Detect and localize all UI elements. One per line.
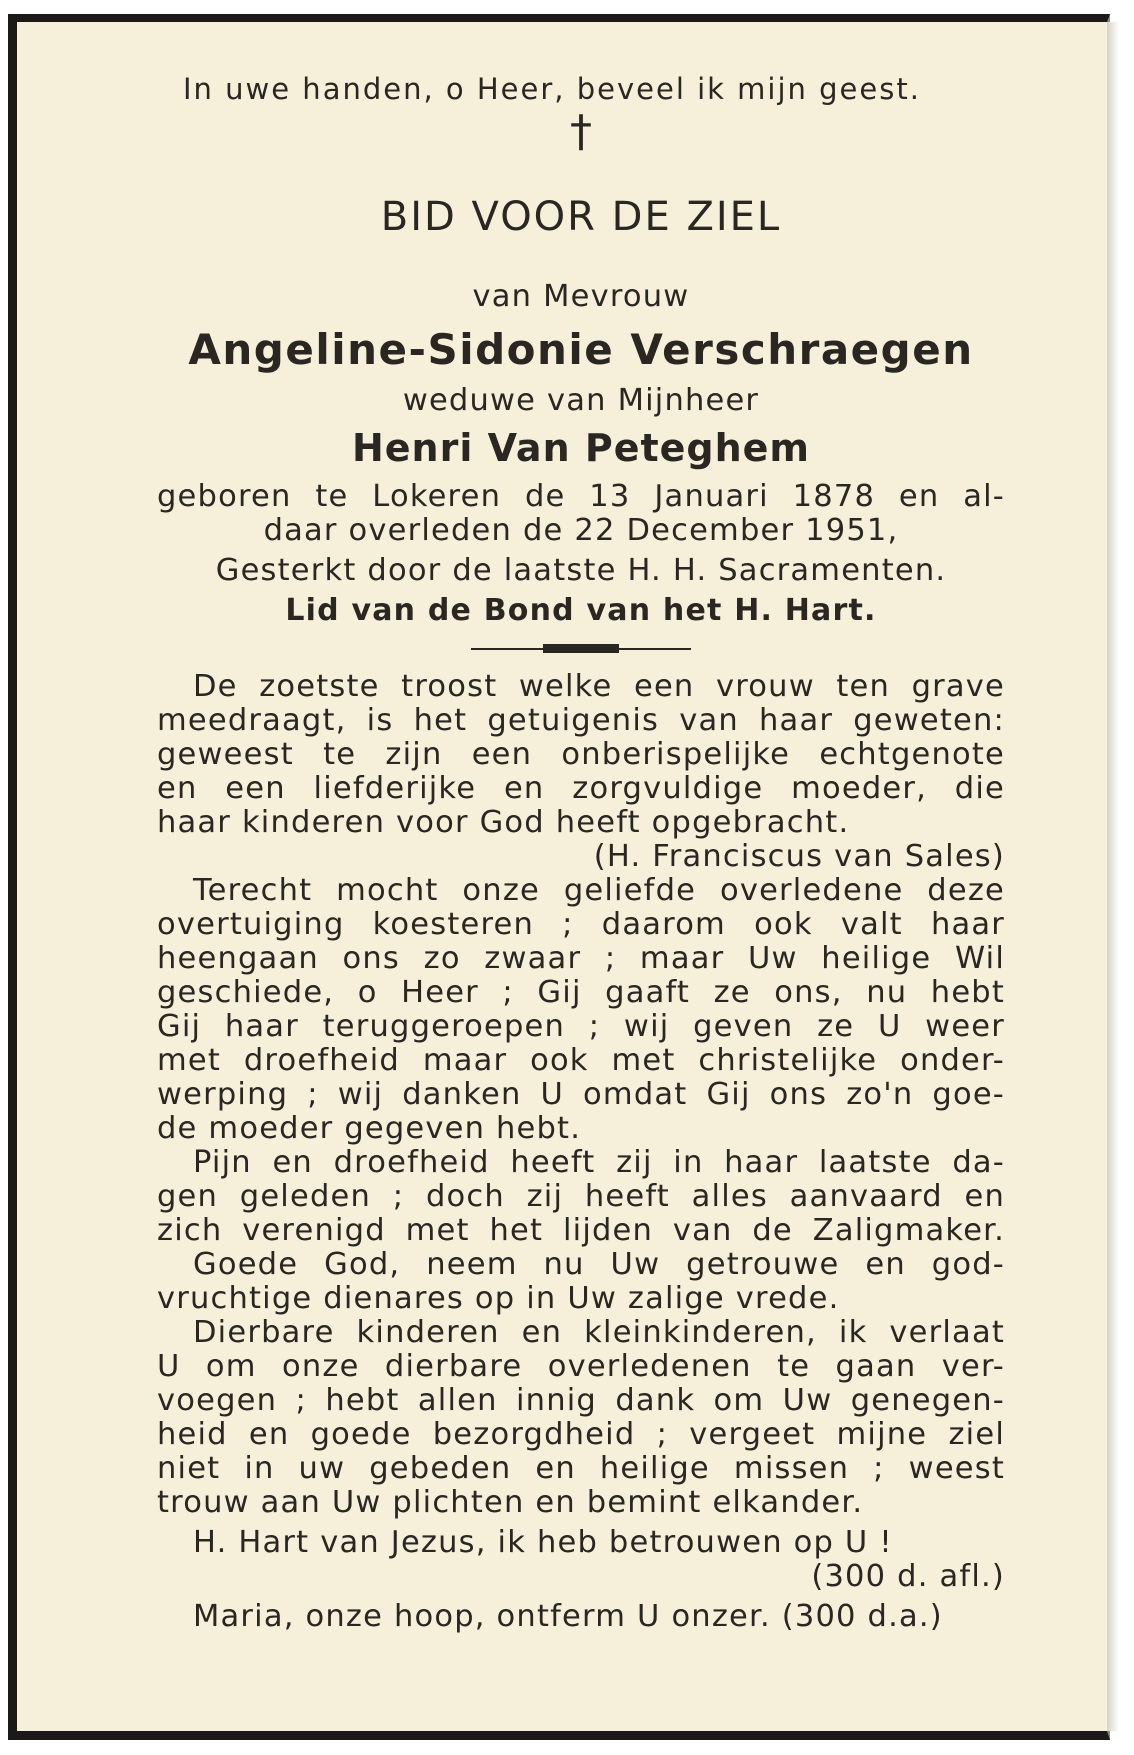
text-line: werping ; wij danken U omdat Gij ons zo'n goe- (157, 1077, 1005, 1112)
card-content (157, 72, 1005, 1634)
text-line: geschiede, o Heer ; Gij gaaft ze ons, nu hebt (157, 975, 1005, 1010)
prayer-indulgence: (300 d. afl.) (811, 1559, 1005, 1594)
text-line: en een liefderijke en zorgvuldige moeder, die (157, 771, 1005, 806)
husband-name: Henri Van Peteghem (351, 426, 811, 470)
text-line: heengaan ons zo zwaar ; maar Uw heilige Wil (157, 941, 1005, 976)
text-line: heid en goede bezorgdheid ; vergeet mijne ziel (157, 1417, 1005, 1452)
text-line: vruchtige dienares op in Uw zalige vrede. (157, 1281, 840, 1316)
membership: Lid van de Bond van het H. Hart. (285, 593, 877, 628)
paragraph-4 (157, 1316, 1005, 1520)
paragraph-2 (157, 1146, 1005, 1248)
text-line: trouw aan Uw plichten en bemint elkander. (157, 1485, 864, 1520)
sacraments: Gesterkt door de laatste H. H. Sacramenten. (215, 553, 947, 588)
text-line: met droefheid maar ook met christelijke onder- (157, 1043, 1005, 1078)
text-line: meedraagt, is het getuigenis van haar geweten: (157, 703, 1005, 738)
motto: In uwe handen, o Heer, beveel ik mijn geest. (183, 72, 921, 106)
text-line: geweest te zijn een onberispelijke echtgenote (157, 737, 1005, 772)
quote-source: (H. Franciscus van Sales) (593, 839, 1005, 874)
text-line: haar kinderen voor God heeft opgebracht. (157, 805, 850, 840)
birth-line-1: geboren te Lokeren de 13 Januari 1878 en al- (157, 479, 1005, 514)
of-madam: van Mevrouw (472, 279, 690, 314)
cross-icon: † (570, 106, 592, 157)
paragraph-3 (157, 1248, 1005, 1316)
text-line: Gij haar teruggeroepen ; wij geven ze U weer (157, 1009, 1005, 1044)
prayer-sacred-heart: H. Hart van Jezus, ik heb betrouwen op U ! (193, 1525, 893, 1560)
widow-of: weduwe van Mijnheer (402, 383, 760, 418)
text-line: niet in uw gebeden en heilige missen ; weest (157, 1451, 1005, 1486)
text-line: Terecht mocht onze geliefde overledene deze (193, 873, 1005, 908)
memorial-card (8, 14, 1110, 1740)
text-line: U om onze dierbare overledenen te gaan ver- (157, 1349, 1005, 1384)
quote-block (157, 670, 1005, 874)
text-line: Pijn en droefheid heeft zij in haar laatste da- (193, 1145, 1005, 1180)
text-line: Goede God, neem nu Uw getrouwe en god- (193, 1247, 1005, 1282)
pray-heading: BID VOOR DE ZIEL (380, 194, 782, 240)
text-line: gen geleden ; doch zij heeft alles aanvaard en (157, 1179, 1005, 1214)
deceased-name: Angeline-Sidonie Verschraegen (188, 325, 974, 374)
paragraph-1 (157, 874, 1005, 1146)
text-line: voegen ; hebt allen innig dank om Uw genegen- (157, 1383, 1005, 1418)
text-line: overtuiging koesteren ; daarom ook valt haar (157, 907, 1005, 942)
text-line: de moeder gegeven hebt. (157, 1111, 582, 1146)
text-line: zich verenigd met het lijden van de Zaligmaker. (157, 1213, 1005, 1248)
text-line: De zoetste troost welke een vrouw ten grave (193, 669, 1005, 704)
birth-line-2: daar overleden de 22 December 1951, (263, 513, 899, 548)
ornamental-divider (471, 642, 691, 656)
text-line: Dierbare kinderen en kleinkinderen, ik verlaat (193, 1315, 1005, 1350)
prayer-maria: Maria, onze hoop, ontferm U onzer. (300 d.a.) (193, 1599, 943, 1634)
